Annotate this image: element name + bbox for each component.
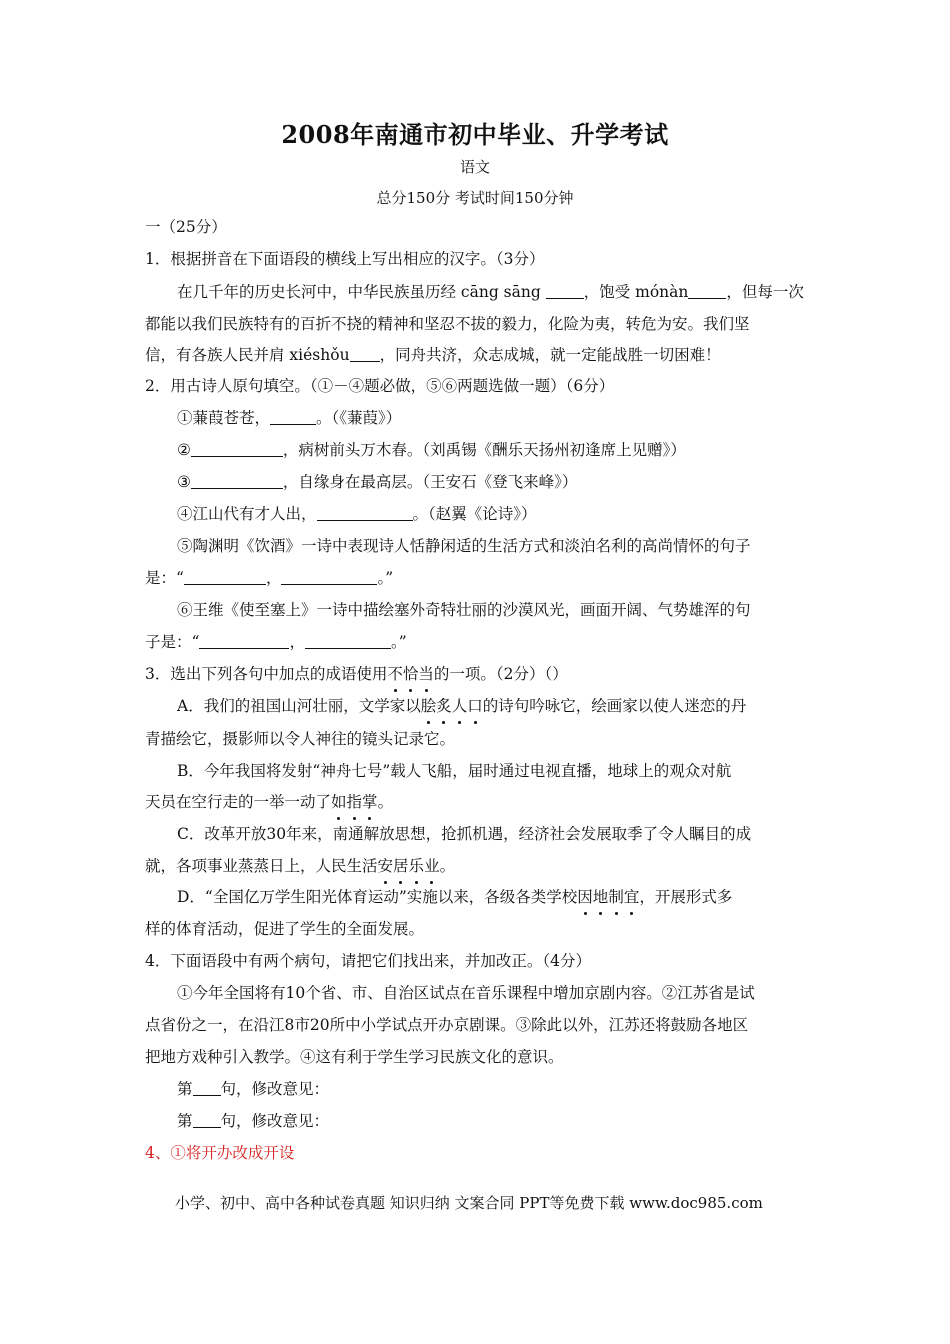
question-4-fix-2: 第 句，修改意见：	[177, 1112, 330, 1130]
question-4-para-3: 把地方戏种引入教学。④这有利于学生学习民族文化的意识。	[145, 1048, 564, 1066]
dotted-char: 炙	[436, 697, 452, 715]
section-heading: 一（25分）	[145, 218, 227, 236]
question-1-line-1: 在几千年的历史长河中，中华民族虽历经 cāng sāng ，饱受 mónàn ，但每一次	[177, 283, 804, 301]
question-4-para-2: 点省份之一，在沿江8市20所中小学试点开办京剧课。③除此以外，江苏还将鼓励各地区	[145, 1016, 749, 1034]
dotted-char: 宜	[623, 888, 640, 906]
option-b-line-1: B．今年我国将发射“神舟七号”载人飞船，届时通过电视直播，地球上的观众对航	[177, 762, 732, 780]
answer-blank[interactable]	[688, 282, 726, 299]
question-2-item-4: ④江山代有才人出， 。（赵翼《论诗》）	[177, 505, 537, 523]
answer-blank[interactable]	[546, 282, 584, 299]
question-1-stem: 1．根据拼音在下面语段的横线上写出相应的汉字。（3分）	[145, 250, 545, 268]
dotted-char: 指	[346, 793, 363, 811]
emphasized-phrase	[387, 665, 434, 683]
dotted-char: 业	[424, 857, 440, 875]
dotted-char: 掌	[362, 793, 378, 811]
option-c-line-1: C．改革开放30年来，南通解放思想，抢抓机遇，经济社会发展取季了令人瞩目的成	[177, 825, 752, 843]
option-a-line-1: A．我们的祖国山河壮丽，文学家以脍炙人口的诗句吟咏它，绘画家以使人迷恋的丹	[177, 697, 747, 715]
answer-blank[interactable]	[191, 472, 283, 489]
dotted-char: 不	[387, 665, 403, 683]
option-b-line-2: 天员在空行走的一举一动了如指掌。	[145, 793, 394, 811]
question-2-item-6: ⑥王维《使至塞上》一诗中描绘塞外奇特壮丽的沙漠风光，画面开阔、气势雄浑的句	[177, 601, 751, 619]
answer-blank[interactable]	[184, 568, 266, 585]
subject-label: 语文	[459, 158, 490, 176]
dotted-char: 脍	[420, 697, 437, 715]
dotted-char: 安	[377, 857, 394, 875]
footer-ad-text[interactable]: 小学、初中、高中各种试卷真题 知识归纳 文案合同 PPT等免费下载 www.doc985.com	[175, 1194, 763, 1212]
option-d-line-2: 样的体育活动，促进了学生的全面发展。	[145, 920, 425, 938]
answer-note: 4、①将开办改成开设	[145, 1144, 295, 1162]
question-1-line-2: 都能以我们民族特有的百折不挠的精神和坚忍不拔的毅力，化险为夷，转危为安。我们坚	[145, 315, 750, 333]
dotted-char: 如	[331, 793, 347, 811]
option-d-line-1: D．“全国亿万学生阳光体育运动”实施以来，各级各类学校因地制宜，开展形式多	[177, 888, 733, 906]
question-2-item-5: ⑤陶渊明《饮酒》一诗中表现诗人恬静闲适的生活方式和淡泊名利的高尚情怀的句子	[177, 537, 751, 555]
question-2-item-5-answer: 是：“ ， 。”	[145, 569, 394, 587]
answer-blank[interactable]	[193, 1079, 221, 1096]
dotted-char: 乐	[408, 857, 425, 875]
dotted-char: 制	[608, 888, 624, 906]
page-title: 2008年南通市初中毕业、升学考试	[281, 120, 669, 149]
answer-blank[interactable]	[281, 568, 377, 585]
dotted-char: 口	[467, 697, 483, 715]
answer-blank[interactable]	[270, 408, 316, 425]
answer-blank[interactable]	[193, 1111, 221, 1128]
dotted-char: 当	[418, 665, 434, 683]
answer-blank[interactable]	[350, 345, 380, 362]
question-2-stem: 2．用古诗人原句填空。（①－④题必做，⑤⑥两题选做一题）（6分）	[145, 377, 615, 395]
dotted-idiom	[421, 697, 483, 715]
question-4-para-1: ①今年全国将有10个省、市、自治区试点在音乐课程中增加京剧内容。②江苏省是试	[177, 984, 755, 1002]
question-2-item-6-answer: 子是：“ ， 。”	[145, 633, 407, 651]
question-4-fix-1: 第 句，修改意见：	[177, 1080, 330, 1098]
question-4-stem: 4．下面语段中有两个病句，请把它们找出来，并加改正。（4分）	[145, 952, 591, 970]
dotted-char: 人	[451, 697, 468, 715]
question-3-stem: 3．选出下列各句中加点的成语使用不恰当的一项。（2分）（）	[145, 665, 568, 683]
answer-blank[interactable]	[191, 440, 283, 457]
dotted-idiom	[577, 888, 639, 906]
dotted-idiom	[331, 793, 378, 811]
dotted-idiom	[378, 857, 440, 875]
question-2-item-1: ①蒹葭苍苍， 。（《蒹葭》）	[177, 409, 402, 427]
dotted-char: 居	[393, 857, 409, 875]
answer-blank[interactable]	[317, 504, 413, 521]
option-a-line-2: 青描绘它，摄影师以令人神往的镜头记录它。	[145, 730, 456, 748]
dotted-char: 恰	[402, 665, 419, 683]
answer-blank[interactable]	[199, 632, 289, 649]
question-2-item-3: ③ ，自缘身在最高层。（王安石《登飞来峰》）	[177, 473, 578, 491]
dotted-char: 因	[577, 888, 593, 906]
option-c-line-2: 就，各项事业蒸蒸日上，人民生活安居乐业。	[145, 857, 456, 875]
dotted-char: 地	[592, 888, 609, 906]
exam-info: 总分150分 考试时间150分钟	[376, 189, 574, 207]
question-2-item-2: ② ，病树前头万木春。（刘禹锡《酬乐天扬州初逢席上见赠》）	[177, 441, 686, 459]
question-1-line-3: 信，有各族人民并肩 xiéshǒu ，同舟共济，众志成城，就一定能战胜一切困难！	[145, 346, 721, 364]
answer-blank[interactable]	[305, 632, 391, 649]
